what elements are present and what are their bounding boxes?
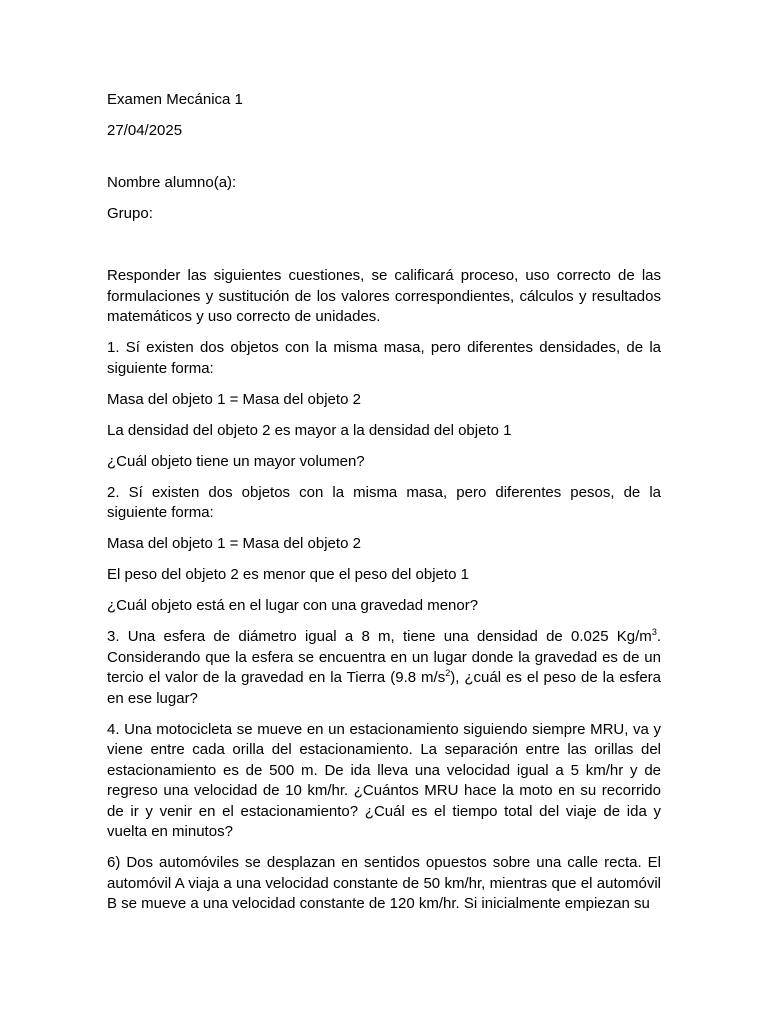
superscript-squared: 2 xyxy=(445,668,451,678)
question-3-text-part-1: 3. Una esfera de diámetro igual a 8 m, tiene una densidad de 0.025 Kg/m xyxy=(107,628,652,645)
question-1-line-1: Masa del objeto 1 = Masa del objeto 2 xyxy=(107,390,361,408)
question-2-prompt: ¿Cuál objeto está en el lugar con una gravedad menor? xyxy=(107,597,479,614)
question-1-line-2: La densidad del objeto 2 es mayor a la densidad del objeto 1 xyxy=(107,421,512,439)
question-6-paragraph: 6) Dos automóviles se desplazan en sentidos opuestos sobre una calle recta. El automóvil A viaja a una velocidad constante de 50 km/hr, mientras que el automóvil B se mueve a una velocidad constante de 120 km/hr. Si inicialmente empiezan su xyxy=(107,854,661,912)
question-2-intro: 2. Sí existen dos objetos con la misma masa, pero diferentes pesos, de la siguiente forma: xyxy=(107,483,661,521)
question-3-paragraph xyxy=(107,627,661,709)
question-3-text-part-3: ), ¿cuál es el peso de la esfera en ese lugar? xyxy=(107,669,661,707)
superscript-cubed: 3 xyxy=(651,627,657,637)
question-2-line-1: Masa del objeto 1 = Masa del objeto 2 xyxy=(107,535,361,552)
student-name-label: Nombre alumno(a): xyxy=(107,174,237,191)
group-label: Grupo: xyxy=(107,205,153,222)
instructions-paragraph: Responder las siguientes cuestiones, se calificará proceso, uso correcto de las formulaciones y sustitución de los valores correspondientes, cálculos y resultados matemáticos y uso correcto de unidades. xyxy=(107,267,661,325)
document-page xyxy=(107,90,661,915)
question-1-intro: 1. Sí existen dos objetos con la misma masa, pero diferentes densidades, de la siguiente forma: xyxy=(107,339,661,377)
exam-title: Examen Mecánica 1 xyxy=(107,91,243,108)
question-2-line-2: El peso del objeto 2 es menor que el peso del objeto 1 xyxy=(107,566,469,583)
exam-date: 27/04/2025 xyxy=(107,122,183,139)
question-3-text-part-2: . Considerando que la esfera se encuentra en un lugar donde la gravedad es de un tercio el valor de la gravedad en la Tierra (9.8 m/s xyxy=(107,628,661,686)
question-1-prompt: ¿Cuál objeto tiene un mayor volumen? xyxy=(107,452,365,470)
question-4-paragraph: 4. Una motocicleta se mueve en un estacionamiento siguiendo siempre MRU, va y viene entre cada orilla del estacionamiento. La separación entre las orillas del estacionamiento es de 500 m. De ida lleva una velocidad igual a 5 km/hr y de regreso una velocidad de 10 km/hr. ¿Cuántos MRU hace la moto en su recorrido de ir y venir en el estacionamiento? ¿Cuál es el tiempo total del viaje de ida y vuelta en minutos? xyxy=(107,720,661,840)
